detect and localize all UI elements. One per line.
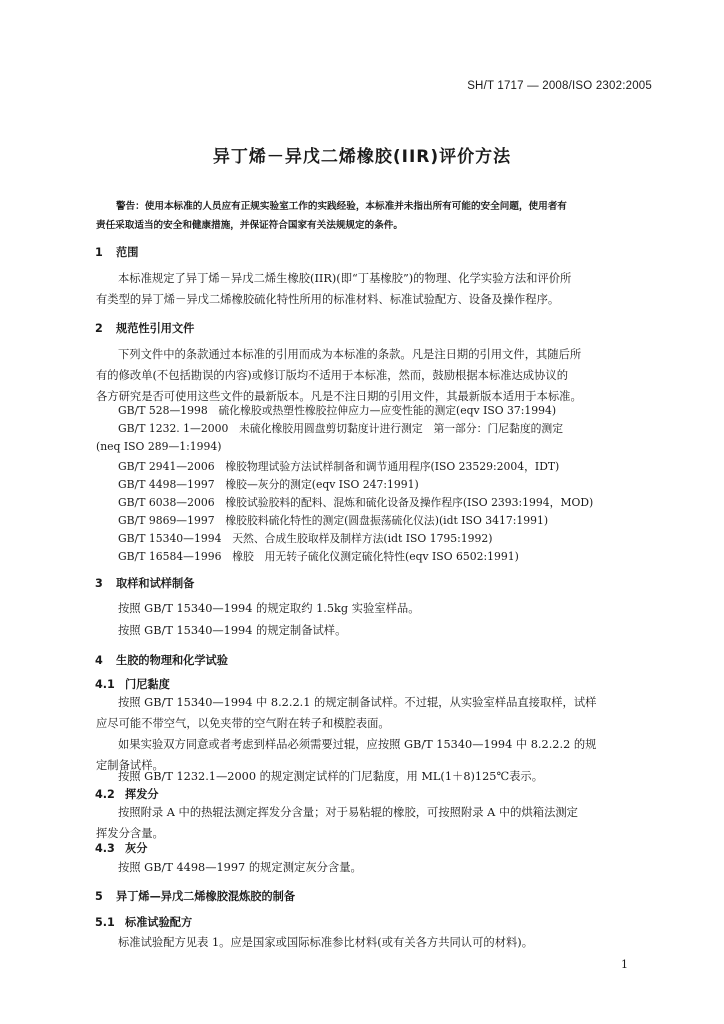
reference-item: GB/T 1232. 1—2000 未硫化橡胶用圆盘剪切黏度计进行测定 第一部分：门尼黏度的测定	[118, 422, 564, 435]
paragraph	[96, 268, 652, 310]
standard-code: SH/T 1717 — 2008/ISO 2302:2005	[467, 80, 652, 92]
text-line: 应尽可能不带空气，以免夹带的空气附在转子和模腔表面。	[96, 717, 390, 730]
section-heading	[95, 244, 138, 260]
subsection-title: 门尼黏度	[125, 678, 170, 691]
text-line: 下列文件中的条款通过本标准的引用而成为本标准的条款。凡是注日期的引用文件，其随后所	[118, 348, 582, 361]
subsection-title: 挥发分	[125, 788, 159, 801]
section-heading	[95, 575, 194, 591]
reference-item-continuation: (neq ISO 289—1:1994)	[96, 440, 222, 453]
text-line: 本标准规定了异丁烯－异戊二烯生橡胶(IIR)(即“丁基橡胶”)的物理、化学实验方法和评价所	[118, 272, 572, 285]
text-line: 如果实验双方同意或者考虑到样品必须需要过辊，应按照 GB/T 15340—1994 中 8.2.2.2 的规	[118, 738, 597, 751]
document-title: 异丁烯－异戊二烯橡胶(IIR)评价方法	[212, 147, 512, 167]
subsection-heading	[95, 676, 170, 692]
section-number: 3	[95, 577, 103, 590]
text-line: 按照 GB/T 1232.1—2000 的规定测定试样的门尼黏度，用 ML(1＋8)125℃表示。	[118, 770, 544, 783]
section-title: 生胶的物理和化学试验	[116, 654, 228, 667]
reference-item: GB/T 2941—2006 橡胶物理试验方法试样制备和调节通用程序(ISO 23529:2004，IDT)	[118, 460, 560, 473]
page-number: 1	[621, 958, 628, 971]
section-heading	[95, 320, 194, 336]
reference-item: GB/T 15340—1994 天然、合成生胶取样及制样方法(idt ISO 1795:1992)	[118, 532, 493, 545]
section-heading	[95, 652, 228, 668]
subsection-heading	[95, 786, 159, 802]
warning-line: 警告：使用本标准的人员应有正规实验室工作的实践经验，本标准并未指出所有可能的安全问题，使用者有	[116, 201, 567, 212]
subsection-number: 4.1	[95, 678, 115, 691]
section-number: 2	[95, 322, 103, 335]
text-line: 按照 GB/T 15340—1994 的规定制备试样。	[118, 624, 347, 637]
reference-item: GB/T 9869—1997 橡胶胶料硫化特性的测定(圆盘振荡硫化仪法)(idt ISO 3417:1991)	[118, 514, 549, 527]
text-line: 有的修改单(不包括勘误的内容)或修订版均不适用于本标准，然而，鼓励根据本标准达成协议的	[96, 369, 568, 382]
subsection-heading	[95, 914, 192, 930]
section-number: 4	[95, 654, 103, 667]
paragraph	[96, 802, 652, 844]
text-line: 标准试验配方见表 1。应是国家或国际标准参比材料(或有关各方共同认可的材料)。	[118, 936, 533, 949]
reference-item: GB/T 16584—1996 橡胶 用无转子硫化仪测定硫化特性(eqv ISO 6502:1991)	[118, 550, 519, 563]
subsection-heading	[95, 840, 147, 856]
section-title: 异丁烯—异戊二烯橡胶混炼胶的制备	[116, 890, 296, 903]
subsection-number: 5.1	[95, 916, 115, 929]
paragraph	[96, 344, 652, 407]
subsection-number: 4.3	[95, 842, 115, 855]
warning-line: 责任采取适当的安全和健康措施，并保证符合国家有关法规规定的条件。	[96, 220, 403, 231]
paragraph	[96, 692, 652, 734]
section-title: 范围	[116, 246, 139, 259]
text-line: 有类型的异丁烯－异戊二烯橡胶硫化特性所用的标准材料、标准试验配方、设备及操作程序。	[96, 293, 560, 306]
reference-item: GB/T 6038—2006 橡胶试验胶料的配料、混炼和硫化设备及操作程序(ISO 2393:1994，MOD)	[118, 496, 594, 509]
text-line: 定制备试样。	[96, 759, 164, 772]
text-line: 按照 GB/T 15340—1994 的规定取约 1.5kg 实验室样品。	[118, 602, 420, 615]
subsection-number: 4.2	[95, 788, 115, 801]
reference-item: GB/T 528—1998 硫化橡胶或热塑性橡胶拉伸应力—应变性能的测定(eqv ISO 37:1994)	[118, 404, 557, 417]
subsection-title: 灰分	[125, 842, 148, 855]
text-line: 挥发分含量。	[96, 827, 164, 840]
warning-notice	[96, 197, 652, 235]
text-line: 按照 GB/T 15340—1994 中 8.2.2.1 的规定制备试样。不过辊，从实验室样品直接取样，试样	[118, 696, 597, 709]
text-line: 按照附录 A 中的热辊法测定挥发分含量；对于易粘辊的橡胶，可按照附录 A 中的烘箱法测定	[118, 806, 578, 819]
section-number: 5	[95, 890, 103, 903]
section-heading	[95, 888, 295, 904]
section-title: 取样和试样制备	[116, 577, 195, 590]
section-number: 1	[95, 246, 103, 259]
text-line: 按照 GB/T 4498—1997 的规定测定灰分含量。	[118, 861, 362, 874]
subsection-title: 标准试验配方	[125, 916, 193, 929]
reference-item: GB/T 4498—1997 橡胶—灰分的测定(eqv ISO 247:1991)	[118, 478, 419, 491]
text-line: 各方研究是否可使用这些文件的最新版本。凡是不注日期的引用文件，其最新版本适用于本标准。	[96, 390, 582, 403]
section-title: 规范性引用文件	[116, 322, 195, 335]
